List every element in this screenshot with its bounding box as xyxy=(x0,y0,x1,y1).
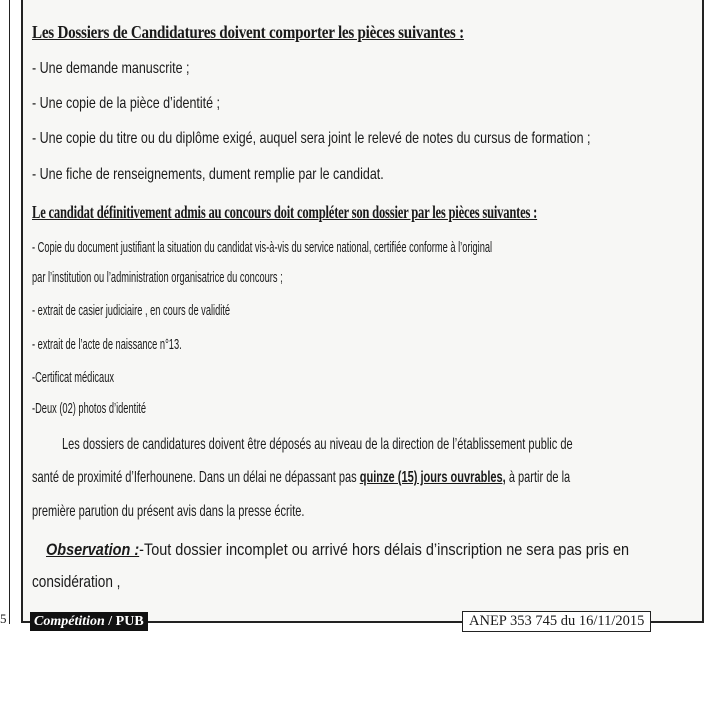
list-item: - extrait de l’acte de naissance n°13. xyxy=(32,337,182,353)
observation-text: -Tout dossier incomplet ou arrivé hors délais d’inscription ne sera pas pris en xyxy=(139,540,630,559)
list-item: - Une fiche de renseignements, dument remplie par le candidat. xyxy=(32,166,384,183)
list-item: - Une demande manuscrite ; xyxy=(32,60,190,77)
paragraph-line: Les dossiers de candidatures doivent être déposés au niveau de la direction de l’établissement public de xyxy=(62,436,573,453)
list-item: -Certificat médicaux xyxy=(32,370,114,386)
list-item: - Une copie de la pièce d’identité ; xyxy=(32,95,221,112)
left-column-rule xyxy=(0,0,10,624)
list-item: - Copie du document justifiant la situation du candidat vis-à-vis du service national, certifiée conforme à l’original xyxy=(32,240,493,256)
section-tag xyxy=(30,612,148,631)
observation-line xyxy=(46,540,629,560)
anep-reference: ANEP 353 745 du 16/11/2015 xyxy=(462,611,651,632)
heading-required-documents: Les Dossiers de Candidatures doivent comporter les pièces suivantes : xyxy=(32,22,464,42)
section-tag-rest: / PUB xyxy=(104,614,144,629)
list-item: - Une copie du titre ou du diplôme exigé, auquel sera joint le relevé de notes du cursus de formation ; xyxy=(32,130,591,147)
observation-label: Observation : xyxy=(46,540,140,559)
edge-page-number: 5 xyxy=(0,611,7,626)
section-tag-italic: Compétition xyxy=(34,614,105,629)
deadline-text: quinze (15) jours ouvrables, xyxy=(359,469,506,486)
list-item: par l’institution ou l’administration organisatrice du concours ; xyxy=(32,270,283,286)
paragraph-line xyxy=(32,469,570,487)
paragraph-line: première parution du présent avis dans la presse écrite. xyxy=(32,503,305,520)
list-item: -Deux (02) photos d’identité xyxy=(32,401,147,417)
paragraph-text: à partir de la xyxy=(505,469,571,486)
observation-line: considération , xyxy=(32,572,121,591)
paragraph-text: santé de proximité d’Iferhounene. Dans un délai ne dépassant pas xyxy=(32,469,360,486)
list-item: - extrait de casier judiciaire , en cours de validité xyxy=(32,303,231,319)
heading-complementary-documents: Le candidat définitivement admis au concours doit compléter son dossier par les pièces suivantes : xyxy=(32,202,538,222)
